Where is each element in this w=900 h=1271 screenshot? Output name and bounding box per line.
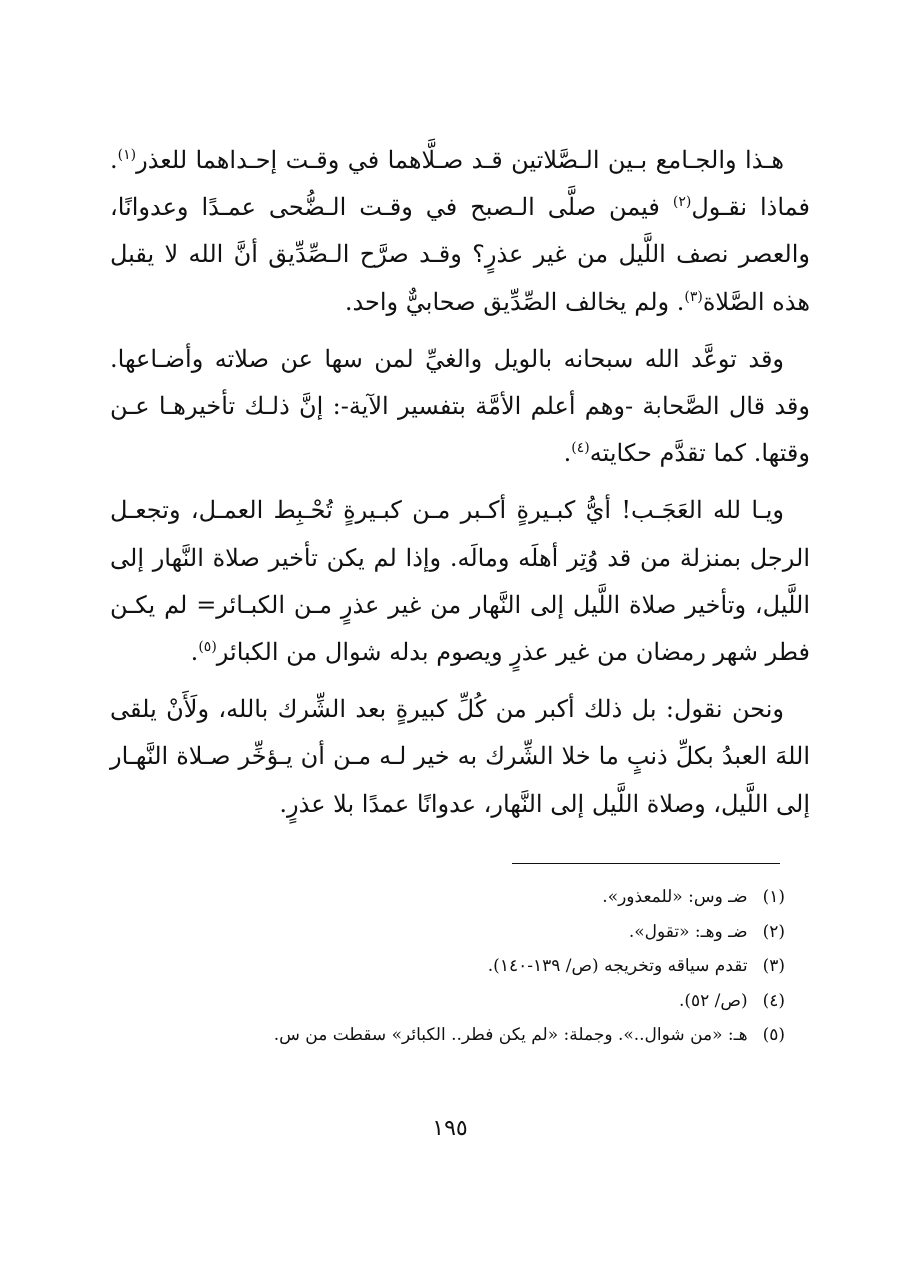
text-run: . فماذا نقـول <box>110 146 810 222</box>
paragraph-2 <box>110 336 810 478</box>
footnote-text: ضـ وهـ: «تقول». <box>628 921 748 942</box>
paragraph-1 <box>110 137 810 326</box>
footnote-ref-4[interactable]: (٤) <box>571 440 590 457</box>
main-text <box>110 137 810 838</box>
text-run: وقد توعَّد الله سبحانه بالويل والغيِّ لمن سها عن صلاته وأضـاعها. وقد قال الصَّحابة -وهم أعلم الأمَّة بتفسير الآية-: إنَّ ذلـك تأخيرهـا عـن وقتها. كما تقدَّم حكايته <box>110 344 810 468</box>
footnote-ref-2[interactable]: (٢) <box>672 194 692 211</box>
footnote-1 <box>185 880 785 915</box>
footnote-number: (٥) <box>762 1025 785 1045</box>
paragraph-4 <box>110 686 810 828</box>
text-run: . ولم يخالف الصِّدِّيق صحابيٌّ واحد. <box>344 287 685 316</box>
footnote-ref-5[interactable]: (٥) <box>198 639 217 656</box>
text-run: . <box>563 439 572 468</box>
text-run: هـذا والجـامع بـين الـصَّلاتين قـد صـلَّاهما في وقـت إحـداهما للعذر <box>136 146 785 174</box>
footnote-text: (ص/ ٥٢). <box>678 990 748 1011</box>
footnote-text: ضـ وس: «للمعذور». <box>602 887 748 907</box>
footnote-3 <box>185 949 785 984</box>
page-number: ١٩٥ <box>432 1116 468 1141</box>
footnote-number: (٢) <box>762 921 785 942</box>
text-run: فيمن صلَّى الـصبح في وقـت الـضُّحى عمـدًا وعدوانًا، والعصر نصف اللَّيل من غير عذرٍ؟ وقـد صرَّح الـصِّدِّيق أنَّ الله لا يقبل هذه الصَّلاة <box>110 193 810 316</box>
footnotes <box>185 880 785 1053</box>
text-run: . <box>190 638 199 667</box>
footnote-number: (١) <box>762 887 785 907</box>
footnote-text: هـ: «من شوال..». وجملة: «لم يكن فطر.. الكبائر» سقطت من س. <box>273 1025 748 1045</box>
footnote-4 <box>185 984 785 1019</box>
footnote-2 <box>185 915 785 950</box>
footnote-separator <box>512 863 780 864</box>
footnote-number: (٤) <box>762 990 785 1011</box>
paragraph-3 <box>110 487 810 676</box>
footnote-number: (٣) <box>762 956 785 976</box>
footnote-ref-1[interactable]: (١) <box>117 147 137 163</box>
footnote-text: تقدم سياقه وتخريجه (ص/ ١٣٩-١٤٠). <box>487 956 748 976</box>
footnote-ref-3[interactable]: (٣) <box>684 288 703 305</box>
text-run: ويـا لله العَجَـب! أيُّ كبـيرةٍ أكـبر مـن كبـيرةٍ تُحْـبِط العمـل، وتجعـل الرجل بمنزلة من قد وُتِر أهلَه ومالَه. وإذا لم يكن تأخير صلاة النَّهار إلى اللَّيل، وتأخير صلاة اللَّيل إلى النَّهار من غير عذرٍ مـن الكبـائر= لم يكـن فطر شهر رمضان من غير عذرٍ ويصوم بدله شوال من الكبائر <box>110 496 810 667</box>
footnote-5 <box>185 1018 785 1053</box>
text-run: ونحن نقول: بل ذلك أكبر من كُلِّ كبيرةٍ بعد الشِّرك بالله، ولَأَنْ يلقى اللهَ العبدُ بكلِّ ذنبٍ ما خلا الشِّرك به خير لـه مـن أن يـؤخِّر صـلاة النَّهـار إلى اللَّيل، وصلاة اللَّيل إلى النَّهار، عدوانًا عمدًا بلا عذرٍ. <box>110 695 810 818</box>
